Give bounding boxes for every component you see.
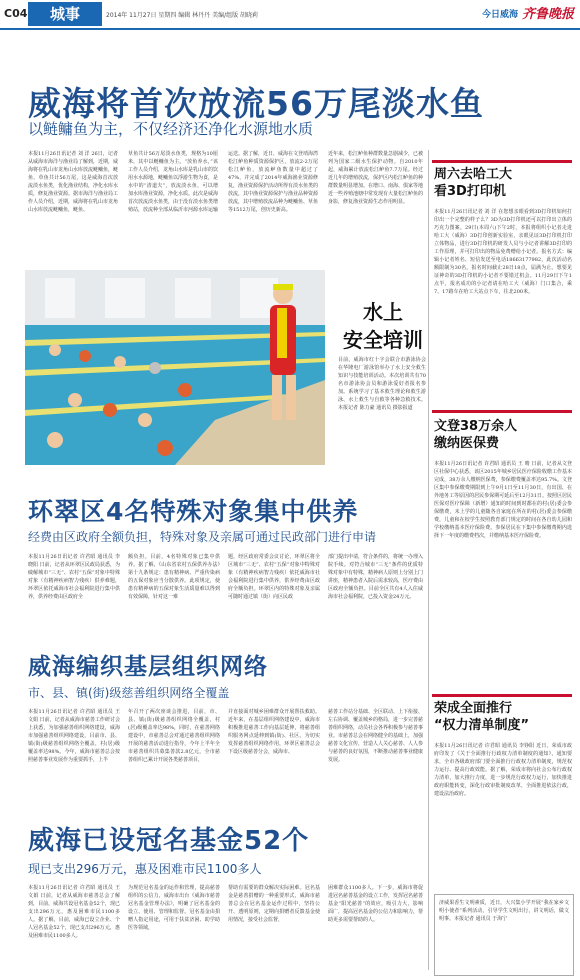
story3-col-1: 本报11月26日讯记者 许君昭 通讯员 王文娟 日前，记者从威海市慈善工作研讨会上获悉，为加强慈善组织网络建设，威海市加强慈善组织网络建设，目前市、县、镇(街)级慈善组织网络全覆盖，村(居)级覆盖率达98%。今年，威海市慈善总会按照慈善事业发展作为重要抓手，上半 [28, 709, 120, 763]
side2-body: 本报11月26日讯记者 许君昭 通讯员 王 晴 日前，记者从文登区社保中心获悉，该区2015年城乡居民医疗保险收缴工作基本完成，38万余人缴纳医保费，参保缴费覆盖率达95.7%。文登区集中参保缴费期限到上午9月1日至11月30日，有出国、在外地务工等原因的居民参保期可延后至12月31日。按照区居民医保对医疗保障（新增）通知的时间到时都在的村(居)委会参保缴费，未上学的儿童随各自家庭在所在的村(居)委会参保缴费，儿童和在校学生按照教育部门规定的时间在各自幼儿园和学校缴纳基本医疗保险费。参保居民在下集中参保缴费期内选择下一年度的缴费档次，并缴纳基本医疗保险费。 [434, 461, 572, 539]
side1-rule [432, 160, 572, 163]
story4-col-1: 本报11月26日讯记者 许君昭 通讯员 王文娟 日前，记者从威海市慈善总会了解到，目前，威海共设冠名基金52个，现已支出296万元，惠及困难市民1100多人。据了解，目前，威海已设立企业、个人冠名基金52个，现已支出296万元，惠及困难市民1100多人。 [28, 885, 120, 939]
photo-title-1: 水上 [363, 300, 403, 324]
side4-body: 济威果香生文明素质，近日，大兴集小学开展“我在家乡文明小使者”系列活动，引导学生文明出行，讲文明话，做文明事。本报记者 通讯员 于海宁 [439, 900, 569, 922]
story4-col-3: 帮助有需要的群众解决实际困难。冠名基金是慈善捐赠的一种重要形式，威海市慈善总会在冠名基金运作过程中，坚持公开、透明原则，定期向捐赠者反馈基金使用情况，接受社会监督， [228, 885, 320, 923]
story2-col-4: 部门提出申请，符合条件的，将统一办理入院手续。对符合城市“三无”条件的优质特殊对象中有特殊，精神病人原则上分别上门讲座，精神患者入院后需求较高，医疗费由区政府全额负担。目前全区共有4人入住威海市社会福利院，已投入资金24万元。 [328, 554, 423, 600]
story1-headline[interactable]: 威海将首次放流56万尾淡水鱼 [28, 84, 484, 123]
story2-col-1: 本报11月26日讯记者 许君昭 通讯员 李晓阳 日前，记者从环翠区民政局获悉，为破解城市“三无”、农村“五保”对象中特殊对象（有精神疾病智力残疾）供养难题，环翠区依托威海市社会福利院进行集中供养，供养经费由区政府全 [28, 554, 120, 600]
side1-title-1: 周六去哈工大 [434, 167, 513, 182]
page-number: C04 [4, 7, 28, 20]
side3-title-2: “权力清单制度” [434, 718, 530, 733]
photo-caption: 目前，威海市红十字会联合市游泳协会在华隆电厂游泳馆举办了水上安全救生知识与技能培训活动。本次培训共有70名市游泳协会员和游泳爱好者报名参加。系统学习了基本救生理论和救生游泳、水上救生与自救等各种急救技术。本报记者 陈力豪 通讯员 摄影报道 [338, 357, 426, 411]
side2-headline[interactable] [434, 418, 574, 452]
side4-box [434, 894, 574, 976]
story4-col-4: 困难群众1100多人。下一步，威海市将促进冠名慈善基金的设立工作，发挥冠名慈善基金“阳光慈善”的效应，吸引力大，影响面广，提高冠名基金的公信力和影响力，帮助更多需要帮助的人。 [328, 885, 423, 923]
story2-col-2: 额负担。目前，4名特殊对象已集中供养。据了解，《山东省农村五保供养办法》第十九条规定：患有精神病、严重传染病的五保对象应当分散供养。此项规定，使患有精神病的五保对象生活质量难以得到有效保障，针对这一难 [128, 554, 220, 600]
side1-body: 本报11月26日讯记者 刘 洋 在您想亲眼看到3D打印机如何打印出一个完整的样子么？3D为3D打印机还可以打印出立体的巧克力图案。29日(本周六)下午2时，本报将组织小记者走进哈工大（威海）3D打印创新实验室，亲眼见证3D打印机打印立体物品，进行3D打印机的研发人员与小记者讲解3D打印的工作原理，并可打印出的物品免费赠给小记者。报名方式：编辑小记者姓名、短信发送至电话18663177982，此次活动名额限制为30名，报名时间截止28日18点，届满为止。想要见证神奇的3D打印机的小记者不要错过机会。11月29日下午1点半，报名成功的小记者请在哈工大（威海）门口集合，乘7、17路车在哈工大站点下车，往北200米。 [434, 209, 572, 295]
story3-headline[interactable]: 威海编织基层组织网络 [28, 654, 268, 680]
side3-title-1: 荣成全面推行 [434, 701, 513, 716]
story1-col-3: 运送。据了解，近日，威海在文登靖海湾松江鲈鱼种质资源保护区，放流2-2万尾松江鲈鱼，放流鲈鱼数量中超过了47%，并完成了2014年威海渔业资源修复，渔业资源保护活动所得有淡水鱼类的放流，其中渔业资源保护与渔业品种资源放流，其中增殖放流品种为鲢鳙鱼、草鱼等1512万尾，创历史新高。 [228, 151, 318, 213]
story3-col-2: 年召开了两次座谈会推进，目前，市、县、镇(街)级慈善组织网络全覆盖，村(居)级覆盖率达98%，同时，在慈善网络建设中，市慈善总会对通过慈善组织网络开展的慈善活动进行指导，今年上半年全市慈善组织共募集善款2.8亿元，全市慈善组织已累计开展各类慈善项目， [128, 709, 220, 763]
side1-headline[interactable] [434, 166, 574, 200]
side3-rule [432, 694, 572, 697]
section-tag[interactable]: 城事 [28, 2, 102, 26]
side2-title-2: 缴纳医保费 [434, 436, 500, 451]
side3-headline[interactable] [434, 700, 574, 734]
swimming-pool-image [25, 270, 325, 465]
story2-subhead: 经费由区政府全额负担，特殊对象及亲属可通过民政部门进行申请 [28, 530, 377, 544]
side3-body: 本报11月26日讯记者 许君昭 通讯员 李铮阳 近日，荣成市政府印发了《关于全面推行行政权力清单制度的通知》，通知要求，全市各级政府部门要全面推行行政权力清单制度，规范权力运行、提高行政效能。据了解，荣成市将向社会公布行政权力清单，加大推行力度，进一步规范行政权力运行，加快推进政府职能转变，深化行政审批制度改革，全面推进依法行政，建设法治政府。 [434, 743, 572, 797]
side2-title-1: 文登38万余人 [434, 419, 518, 434]
photo-title-2: 安全培训 [343, 328, 423, 352]
story2-col-3: 题，经区政府常委会议讨论，环翠区将全区城市“三无”、农村“五保”对象中特殊对象（有精神疾病智力残疾）依托威海市社会福利院进行集中供养，供养经费由区政府全额负担。环翠区内的特殊对象及亲属可随时通过镇（街）向区民政 [228, 554, 320, 600]
dateline: 2014年 11月27日 星期四 编辑 林丹丹 美编/组版 胡晓莉 [106, 12, 259, 19]
side2-rule [432, 410, 572, 413]
brand-small: 今日威海 [482, 10, 519, 20]
story4-subhead: 现已支出296万元，惠及困难市民1100多人 [28, 862, 262, 876]
story1-subhead: 以鲢鳙鱼为主，不仅经济还净化水源地水质 [28, 120, 314, 138]
column-divider [428, 150, 429, 970]
brand-logo: 齐鲁晚报 [522, 7, 575, 22]
story1-col-4: 近年来，松江鲈鱼种群数量急剧减少，已被列为国家二级水生保护动物。自2010年起，威海累计放流松江鲈鱼7.7万尾。经过近几年的增殖放流，保护区内松江鲈鱼的种群数量明显增加。在增口、南海、俱家等地近一些养殖池塘中常发现有大量松江鲈鱼的身影，修复渔业资源生态作用明显。 [328, 151, 423, 205]
story4-col-2: 为规范冠名基金的运作和管理，提高慈善组织的公信力，威海市出台《威海市慈善冠名基金管理办法》，明确了冠名基金的设立、使用、管理和监督。冠名基金由捐赠人指定用途，可用于扶贫济困、助学助医等领域， [128, 885, 220, 931]
story2-headline[interactable]: 环翠区4名特殊对象集中供养 [28, 497, 359, 526]
story1-col-1: 本报11月26日讯记者 刘 洋 26日，记者从威海市海洋与渔业局了解到，近期，威海将在乳山市龙角山水库放流鲢鳙鱼，鲢鱼、草鱼共计56万尾，这是威海首次放流淡水鱼类，优化渔业结构，净化水库水质，修复渔业资源。据市海洋与渔业局工作人员介绍，近期，威海将在乳山市龙角山水库放流鲢鳙鱼，鲢鱼、 [28, 151, 118, 213]
story3-col-4: 慈善工作站分基础、全区联动、上下衔接、左右协调、覆盖城乡的格局，进一步完善慈善组织网络，动员社会各界积极参与慈善事业。市慈善总会在网络健全的基础上，加强慈善文化宣传，营造人人关心慈善、人人参与慈善的良好氛围，不断推动慈善事业健康发展。 [328, 709, 423, 763]
story4-headline[interactable]: 威海已设冠名基金52个 [28, 826, 310, 856]
swimming-photo[interactable] [25, 270, 325, 465]
side1-title-2: 看3D打印机 [434, 184, 506, 199]
story3-subhead: 市、县、镇(街)级慈善组织网络全覆盖 [28, 686, 230, 700]
story1-col-2: 草鱼共计56万尾淡水鱼类，规格为10厘米，其中以鲢鳙鱼为主。“放鱼养水，”该工作人员介绍，龙角山水库是乳山市的饮用水水源地，鲢鳙鱼以浮游生物为食，是水中的“清道夫”，放流淡水鱼，可以增加水库渔业资源，净化水质。此次是威海首次放流淡水鱼类，由于没有淡水鱼类增殖站，放流种全部从临沂市河源水库运输 [128, 151, 218, 213]
story3-col-3: 并直接面对城乡困难群众开展帮扶救助。近年来，在基层组织网络建设中，威海市积极推进慈善工作向基层延伸，将慈善组织服务网点延伸到镇(街)、社区。为切实发挥慈善组织网络作用，环翠区慈善总会下设区级慈善分会，威海市、 [228, 709, 320, 755]
